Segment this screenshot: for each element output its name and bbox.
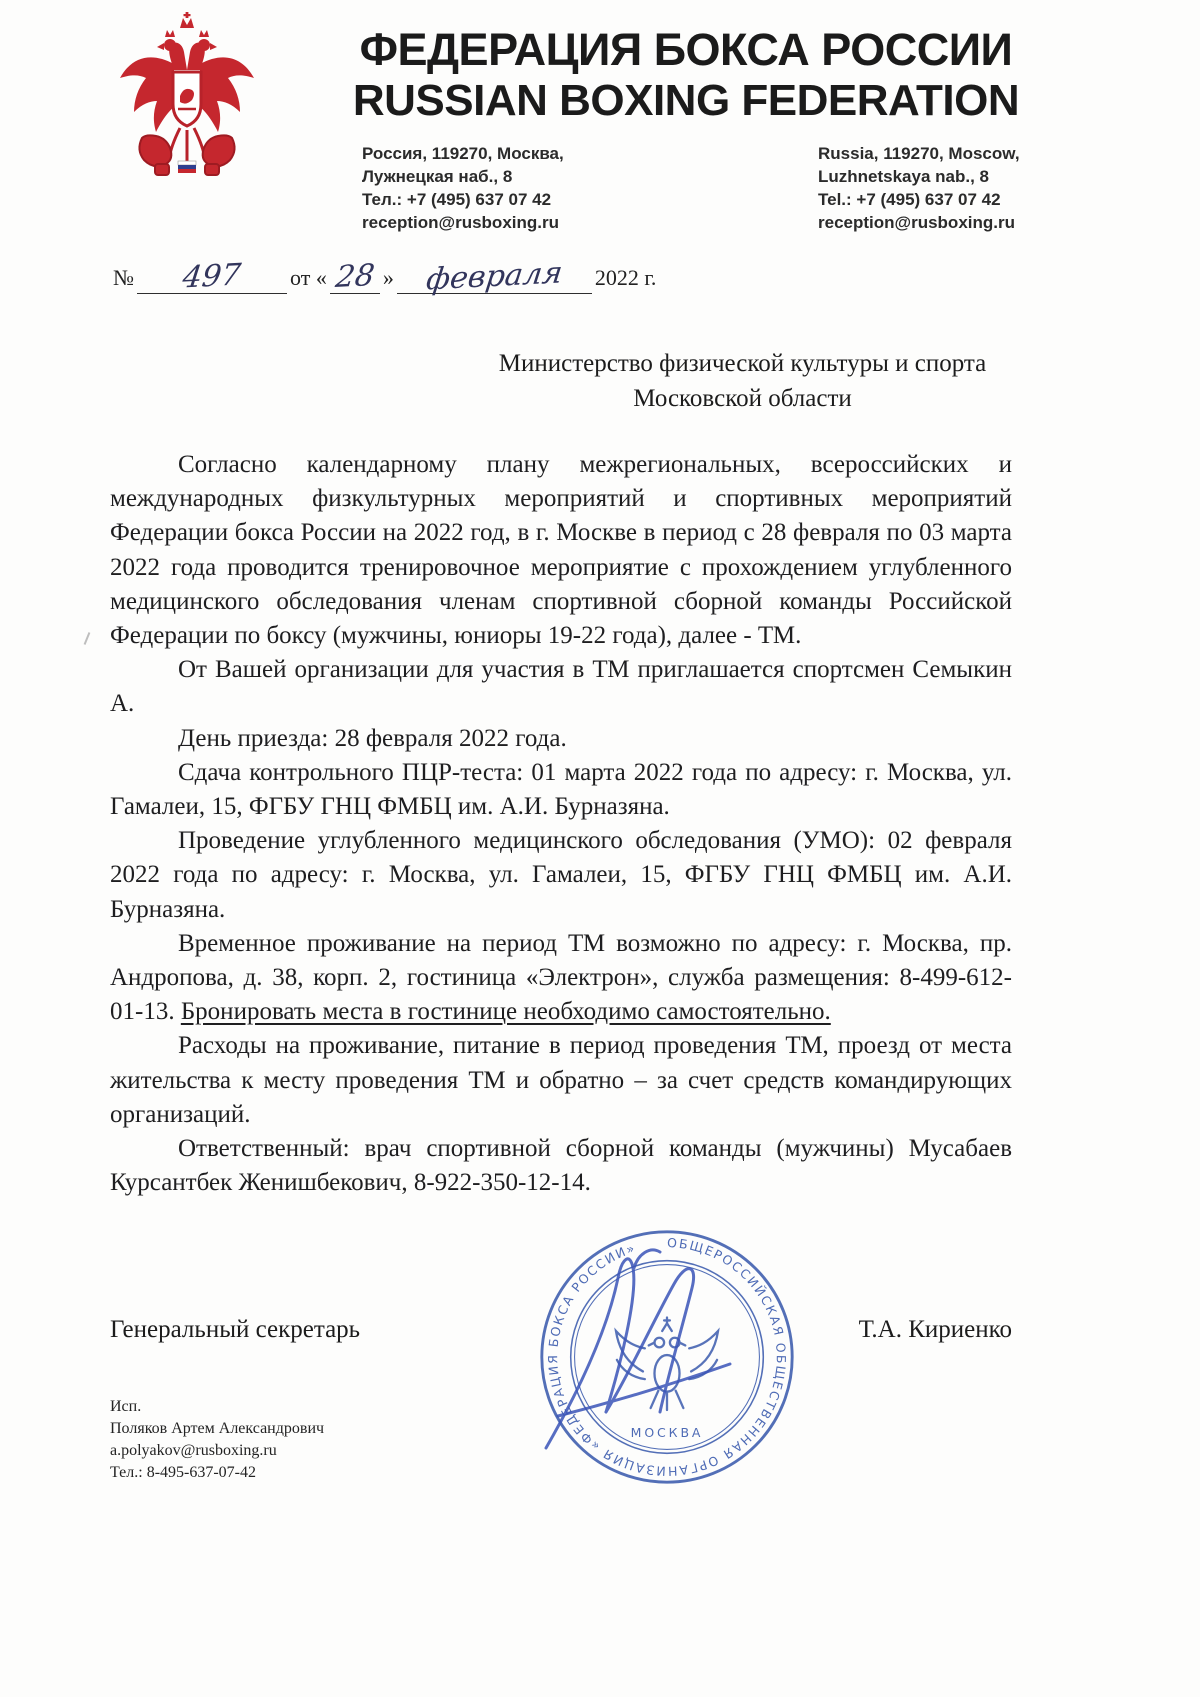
paragraph-expenses: Расходы на проживание, питание в период проведения ТМ, проезд от места жительства к месту проведения ТМ и обратно – за счет средств командирующих организаций. [110, 1032, 1012, 1128]
ref-month-slot [397, 255, 592, 298]
address-ru-line: Россия, 119270, Москва, [362, 144, 564, 163]
paragraph-medical-exam: Проведение углубленного медицинского обследования (УМО): 02 февраля 2022 года по адресу: г. Москва, ул. Гамалеи, 15, ФГБУ ГНЦ ФМБЦ им. А.И. Бурназяна. [110, 827, 1012, 923]
handwritten-day: 28 [333, 258, 377, 295]
address-en-line: Tel.: +7 (495) 637 07 42 [818, 190, 1001, 209]
executor-block [110, 1396, 324, 1484]
paragraph-pcr-test: Сдача контрольного ПЦР-теста: 01 марта 2022 года по адресу: г. Москва, ул. Гамалеи, 15, ФГБУ ГНЦ ФМБЦ им. А.И. Бурназяна. [110, 758, 1012, 821]
paragraph-schedule: Согласно календарному плану межрегиональных, всероссийских и международных физкультурных мероприятий и спортивных мероприятий Федерации бокса России на 2022 год, в г. Москве в период с 28 февраля по 03 марта 2022 года проводится тренировочное мероприятие с прохождением углубленного медицинского обследования членам спортивной сборной команды Российской Федерации по боксу (мужчины, юниоры 19-22 года), далее - ТМ. [110, 451, 1012, 650]
ref-year-label: 2022 г. [594, 265, 657, 290]
paragraph-accommodation [110, 927, 1012, 1030]
accommodation-text: Временное проживание на период ТМ возможно по адресу: г. Москва, пр. Андропова, д. 38, корп. 2, гостиница «Электрон», служба размещения: 8-499-612-01-13. [110, 929, 1012, 1026]
federation-title-ru: ФЕДЕРАЦИЯ БОКСА РОССИИ [359, 24, 1013, 75]
ref-close-quote: » [382, 265, 394, 290]
ref-number-label: № [113, 265, 134, 290]
recipient-block [470, 346, 1015, 416]
coat-of-arms-logo [112, 12, 262, 187]
handwritten-ref-number: 497 [180, 257, 244, 296]
ref-day-slot [330, 258, 380, 294]
ref-line [113, 255, 657, 298]
accommodation-underlined-note: Бронировать места в гостинице необходимо самостоятельно. [180, 998, 831, 1026]
ref-from-label: от « [290, 265, 327, 290]
ref-number-slot [137, 258, 287, 294]
paragraph-invitation: От Вашей организации для участия в ТМ приглашается спортсмен Семыкин А. [110, 656, 1012, 718]
address-block-en [818, 142, 1020, 234]
executor-name: Поляков Артем Александрович [110, 1420, 325, 1437]
stamp-city-text: МОСКВА [630, 1424, 704, 1440]
handwritten-signature [518, 1216, 778, 1476]
signatory-name: Т.А. Кириенко [858, 1316, 1012, 1343]
executor-email: a.polyakov@rusboxing.ru [110, 1442, 277, 1459]
federation-title-en: RUSSIAN BOXING FEDERATION [352, 76, 1020, 125]
address-block-ru [362, 142, 564, 234]
recipient-line2: Московской области [633, 385, 852, 412]
address-ru-line: Лужнецкая наб., 8 [362, 167, 513, 186]
address-en-email: reception@rusboxing.ru [818, 213, 1015, 232]
address-en-line: Russia, 119270, Moscow, [818, 144, 1020, 163]
paragraph-responsible: Ответственный: врач спортивной сборной команды (мужчины) Мусабаев Курсантбек Женишбекович, 8-922-350-12-14. [110, 1135, 1012, 1197]
double-headed-eagle-icon [112, 12, 262, 187]
signatory-title: Генеральный секретарь [110, 1316, 361, 1343]
handwritten-month: февраля [424, 255, 565, 298]
address-ru-email: reception@rusboxing.ru [362, 213, 559, 232]
address-en-line: Luzhnetskaya nab., 8 [818, 167, 989, 186]
recipient-line1: Министерство физической культуры и спорта [498, 350, 987, 377]
letter-body [110, 448, 1012, 1200]
address-ru-line: Тел.: +7 (495) 637 07 42 [362, 190, 552, 209]
stamp-outer-text: ОБЩЕРОССИЙСКАЯ ОБЩЕСТВЕННАЯ ОРГАНИЗАЦИЯ «ФЕДЕРАЦИЯ БОКСА РОССИИ» [545, 1235, 789, 1479]
scan-artifact-mark [84, 632, 91, 645]
executor-phone: Тел.: 8-495-637-07-42 [110, 1464, 257, 1481]
paragraph-arrival: День приезда: 28 февраля 2022 года. [178, 724, 567, 752]
executor-label: Исп. [110, 1398, 142, 1415]
